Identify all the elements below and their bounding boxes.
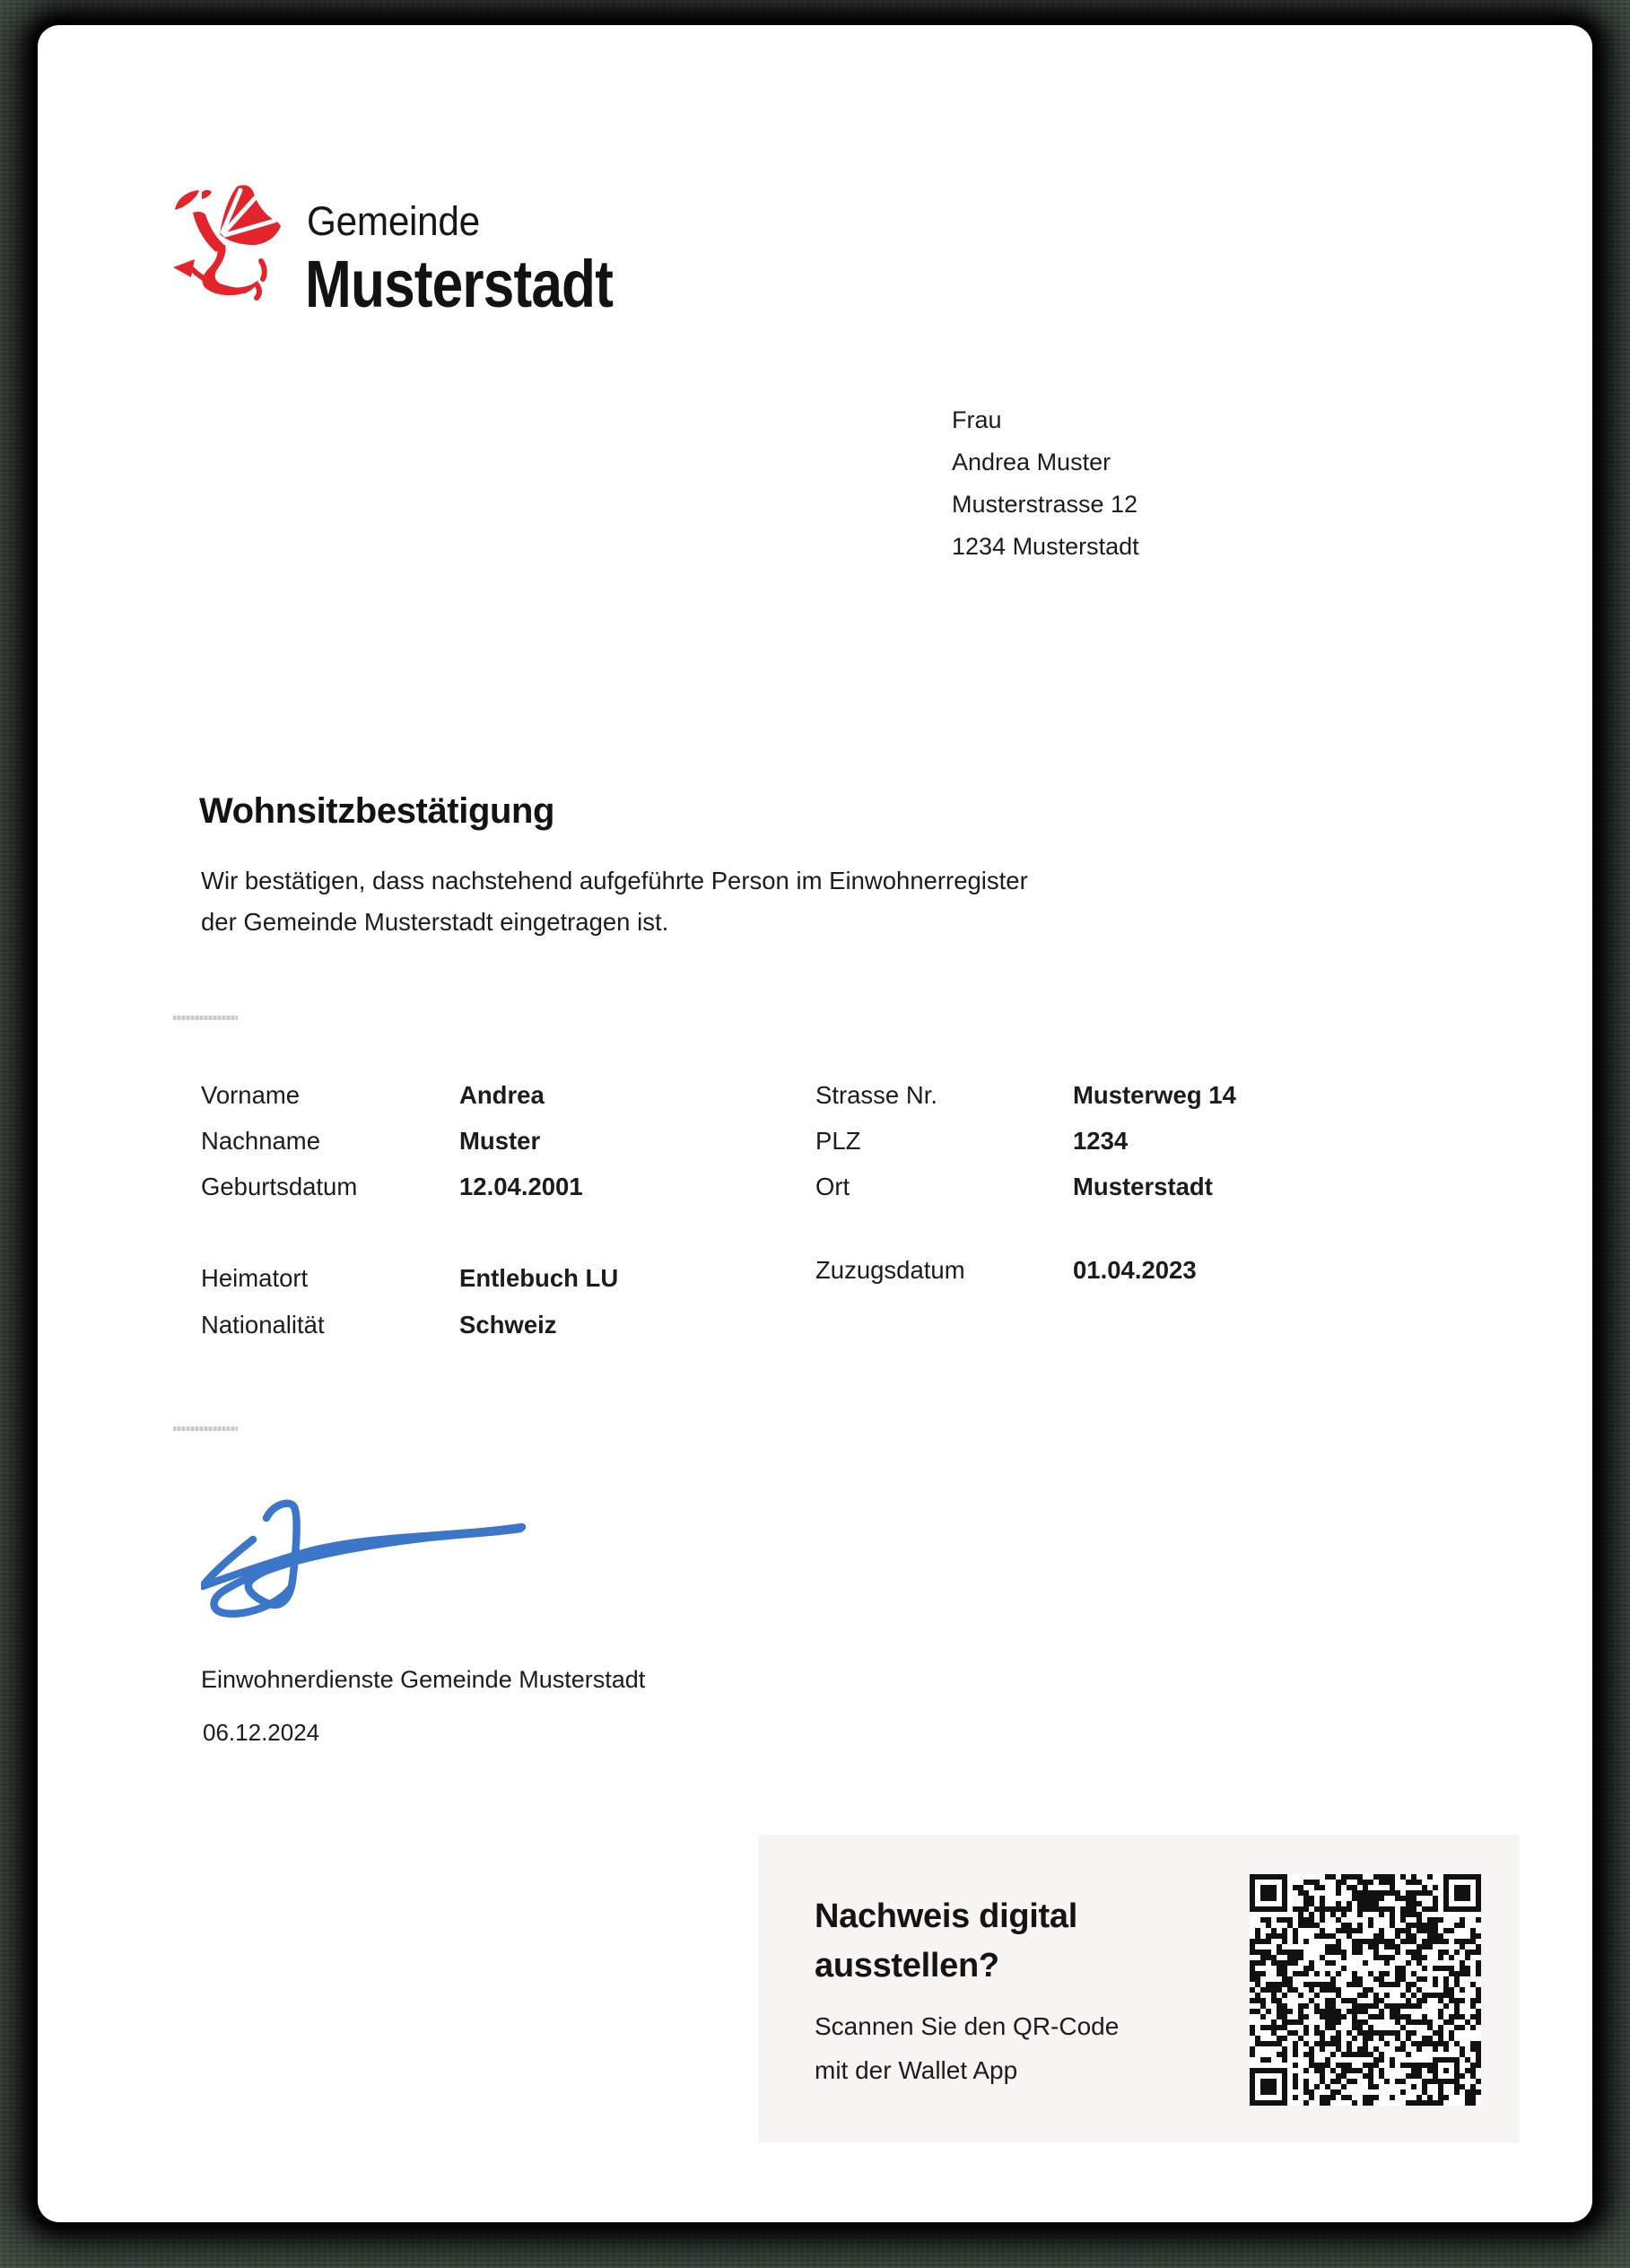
org-name-line2: Musterstadt — [305, 247, 614, 321]
recipient-address — [952, 399, 1139, 568]
recipient-street: Musterstrasse 12 — [952, 491, 1138, 518]
dragon-crest-icon — [166, 175, 292, 318]
field-value: Musterweg 14 — [1073, 1081, 1236, 1109]
field-label: Geburtsdatum — [201, 1173, 358, 1200]
intro-line-2: der Gemeinde Musterstadt eingetragen ist. — [201, 907, 669, 936]
field-label: Zuzugsdatum — [815, 1256, 965, 1284]
field-value: Andrea — [459, 1081, 545, 1109]
field-value: Entlebuch LU — [459, 1264, 619, 1292]
document-title: Wohnsitzbestätigung — [199, 791, 555, 831]
field-label: Vorname — [201, 1081, 301, 1109]
field-label: Heimatort — [201, 1264, 309, 1292]
notice-instruction-line2: mit der Wallet App — [815, 2056, 1018, 2084]
notice-heading-line2: ausstellen? — [815, 1947, 999, 1984]
handwritten-signature — [201, 1498, 535, 1626]
field-label: Strasse Nr. — [815, 1081, 938, 1109]
qr-code-icon — [1250, 1874, 1481, 2106]
notice-instruction-line1: Scannen Sie den QR-Code — [815, 2012, 1120, 2040]
signature-issuer: Einwohnerdienste Gemeinde Musterstadt — [201, 1666, 646, 1693]
recipient-city: 1234 Musterstadt — [952, 533, 1139, 560]
field-label: Nationalität — [201, 1311, 325, 1339]
notice-heading-line1: Nachweis digital — [815, 1897, 1077, 1935]
field-label: Nachname — [201, 1127, 320, 1155]
field-value: 1234 — [1073, 1127, 1129, 1155]
field-value: 12.04.2001 — [459, 1173, 583, 1200]
intro-paragraph — [201, 860, 1028, 942]
section-divider-bottom — [173, 1426, 238, 1431]
field-value: 01.04.2023 — [1073, 1256, 1197, 1284]
letter-page — [38, 25, 1592, 2222]
recipient-name: Andrea Muster — [952, 449, 1111, 475]
digital-notice-box — [758, 1835, 1519, 2142]
org-name-line1: Gemeinde — [307, 198, 480, 244]
recipient-salutation: Frau — [952, 406, 1002, 433]
field-value: Muster — [459, 1127, 541, 1155]
intro-line-1: Wir bestätigen, dass nachstehend aufgeführte Person im Einwohnerregister — [201, 867, 1028, 894]
signature-date: 06.12.2024 — [203, 1719, 320, 1746]
section-divider-top — [173, 1016, 238, 1020]
field-value: Schweiz — [459, 1311, 557, 1339]
field-label: PLZ — [815, 1127, 861, 1155]
field-label: Ort — [815, 1173, 850, 1200]
field-value: Musterstadt — [1073, 1173, 1213, 1200]
